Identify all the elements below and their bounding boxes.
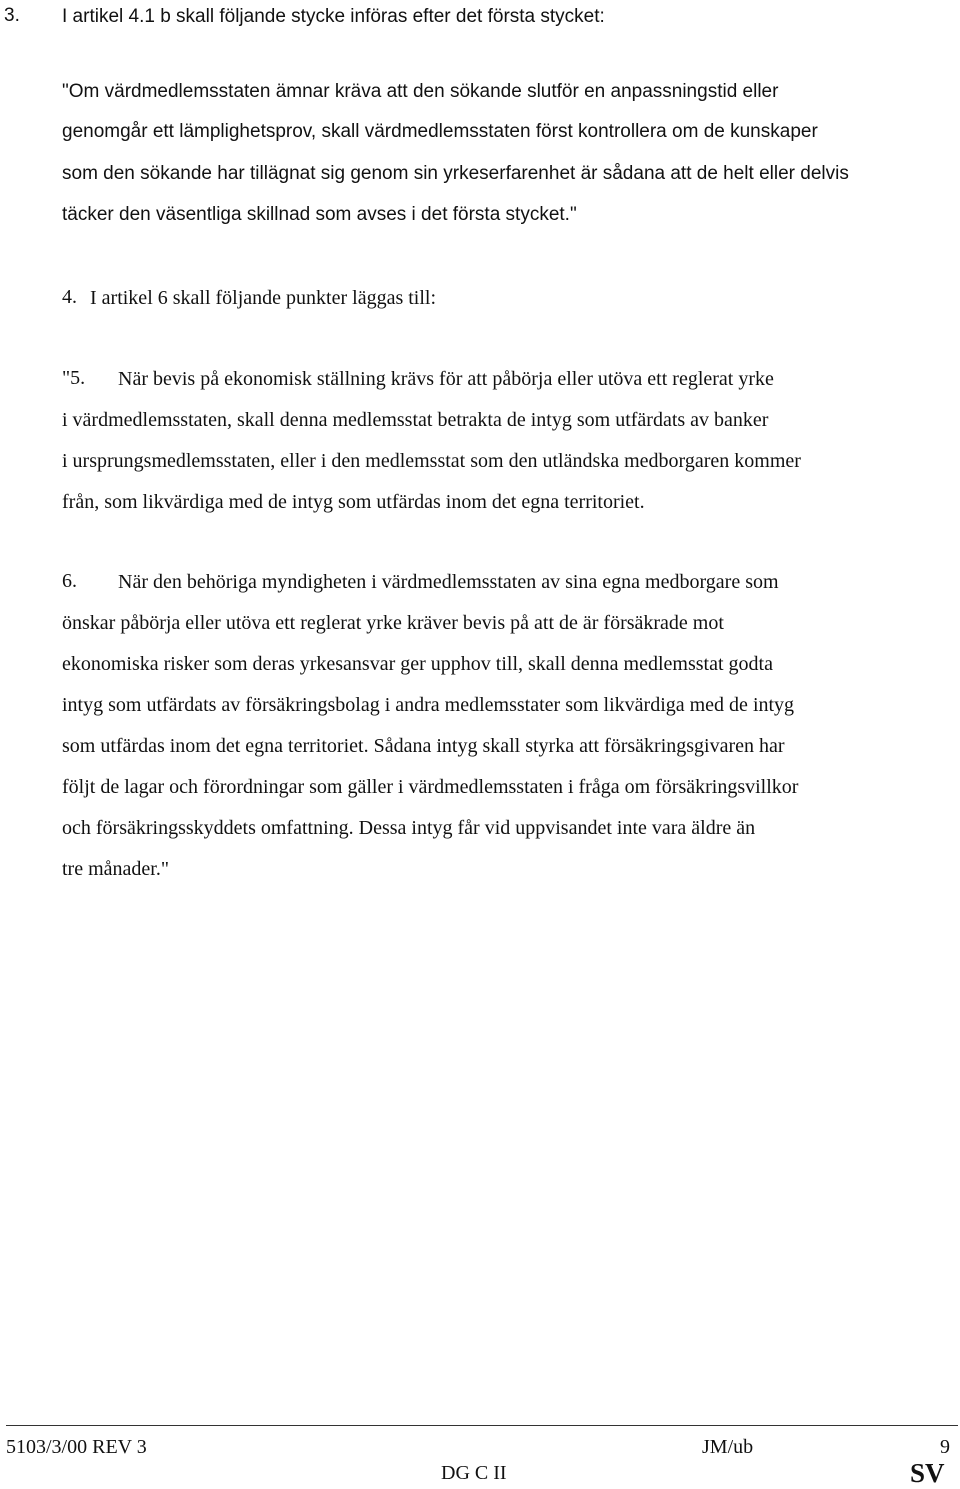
item-4-number: 4.	[62, 286, 77, 308]
paragraph-line: från, som likvärdiga med de intyg som utfärdas inom det egna territoriet.	[62, 491, 645, 513]
quote-line: täcker den väsentliga skillnad som avses i det första stycket."	[62, 204, 577, 225]
quote-line: som den sökande har tillägnat sig genom sin yrkeserfarenhet är sådana att de helt eller delvis	[62, 163, 849, 184]
item-3-heading: I artikel 4.1 b skall följande stycke införas efter det första stycket:	[62, 6, 605, 27]
page-number: 9	[940, 1436, 950, 1458]
quote-line: genomgår ett lämplighetsprov, skall värdmedlemsstaten först kontrollera om de kunskaper	[62, 121, 818, 142]
document-reference: 5103/3/00 REV 3	[6, 1436, 147, 1458]
point-6-number: 6.	[62, 570, 77, 592]
paragraph-line: och försäkringsskyddets omfattning. Dessa intyg får vid uppvisandet inte vara äldre än	[62, 817, 756, 839]
quote-line: "Om värdmedlemsstaten ämnar kräva att den sökande slutför en anpassningstid eller	[62, 81, 779, 102]
paragraph-line: intyg som utfärdats av försäkringsbolag i andra medlemsstater som likvärdiga med de intyg	[62, 694, 795, 716]
paragraph-line: ekonomiska risker som deras yrkesansvar ger upphov till, skall denna medlemsstat godta	[62, 653, 773, 675]
item-4-heading: I artikel 6 skall följande punkter läggas till:	[90, 287, 437, 309]
paragraph-line: i ursprungsmedlemsstaten, eller i den medlemsstat som den utländska medborgaren kommer	[62, 450, 801, 472]
language-code: SV	[910, 1458, 945, 1488]
item-3-number: 3.	[4, 5, 20, 26]
paragraph-line: När den behöriga myndigheten i värdmedlemsstaten av sina egna medborgare som	[118, 571, 779, 593]
paragraph-line: önskar påbörja eller utöva ett reglerat yrke kräver bevis på att de är försäkrade mot	[62, 612, 724, 634]
paragraph-line: följt de lagar och förordningar som gäller i värdmedlemsstaten i fråga om försäkringsvillkor	[62, 776, 799, 798]
paragraph-line: tre månader."	[62, 858, 170, 880]
paragraph-line: som utfärdas inom det egna territoriet. Sådana intyg skall styrka att försäkringsgivaren har	[62, 735, 785, 757]
footer-rule	[6, 1425, 958, 1426]
point-5-number: "5.	[62, 367, 86, 389]
paragraph-line: i värdmedlemsstaten, skall denna medlemsstat betrakta de intyg som utfärdats av banker	[62, 409, 769, 431]
directorate-general: DG C II	[441, 1462, 507, 1484]
author-initials: JM/ub	[702, 1436, 754, 1458]
paragraph-line: När bevis på ekonomisk ställning krävs för att påbörja eller utöva ett reglerat yrke	[118, 368, 774, 390]
